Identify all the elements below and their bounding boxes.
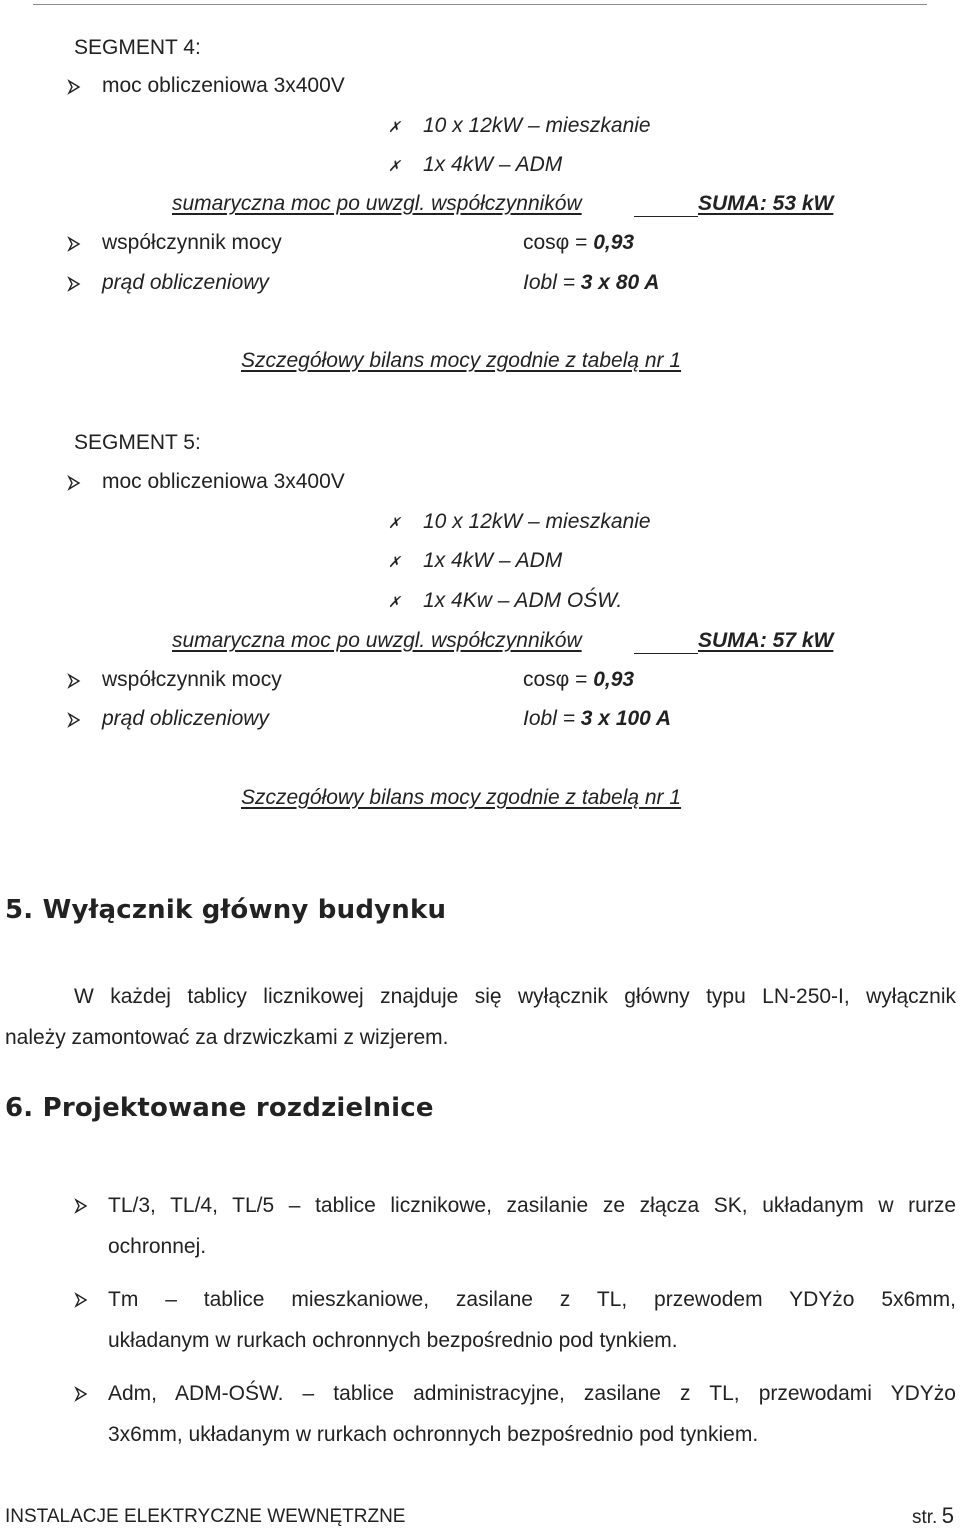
sum-underline <box>634 653 698 654</box>
pf-value: 0,93 <box>593 668 635 691</box>
arrowhead-bullet-icon <box>67 475 81 491</box>
current-expression <box>523 707 671 731</box>
pf-label: współczynnik mocy <box>102 668 282 691</box>
pf-value: 0,93 <box>593 231 635 254</box>
pf-expression <box>523 668 634 692</box>
current-prefix: Iobl = <box>523 271 581 294</box>
sum-value: SUMA: 57 kW <box>698 629 834 652</box>
page-number-value: 5 <box>941 1503 955 1528</box>
arrowhead-bullet-icon <box>67 673 81 689</box>
pf-label: współczynnik mocy <box>102 231 282 254</box>
arrowhead-bullet-icon <box>74 1292 88 1308</box>
load-item: 1x 4kW – ADM <box>423 153 563 176</box>
cross-mark-icon: ✗ <box>388 594 401 611</box>
sum-label: sumaryczna moc po uwzgl. współczynników <box>172 629 582 652</box>
current-prefix: Iobl = <box>523 707 581 730</box>
current-value: 3 x 100 A <box>580 707 672 730</box>
footer-title: INSTALACJE ELEKTRYCZNE WEWNĘTRZNE <box>5 1506 406 1527</box>
segment-title: SEGMENT 4: <box>74 36 201 59</box>
current-value: 3 x 80 A <box>580 271 660 294</box>
arrowhead-bullet-icon <box>67 712 81 728</box>
list-item-line-2: 3x6mm, układanym w rurkach ochronnych bezpośrednio pod tynkiem. <box>108 1423 759 1446</box>
balance-note: Szczegółowy bilans mocy zgodnie z tabelą nr 1 <box>241 786 682 809</box>
power-label: moc obliczeniowa 3x400V <box>102 74 345 97</box>
list-item-line-2: ochronnej. <box>108 1235 207 1258</box>
arrowhead-bullet-icon <box>67 236 81 252</box>
section-5-paragraph-line-2: należy zamontować za drzwiczkami z wizjerem. <box>5 1026 449 1049</box>
segment-title: SEGMENT 5: <box>74 431 201 454</box>
cross-mark-icon: ✗ <box>388 158 401 175</box>
top-rule <box>33 4 927 5</box>
load-item: 10 x 12kW – mieszkanie <box>423 114 651 137</box>
sum-label: sumaryczna moc po uwzgl. współczynników <box>172 192 582 215</box>
pf-prefix: cosφ = <box>523 231 594 254</box>
load-item: 1x 4kW – ADM <box>423 549 563 572</box>
cross-mark-icon: ✗ <box>388 554 401 571</box>
arrowhead-bullet-icon <box>74 1386 88 1402</box>
section-6-heading: 6. Projektowane rozdzielnice <box>5 1093 434 1123</box>
pf-prefix: cosφ = <box>523 668 594 691</box>
load-item: 1x 4Kw – ADM OŚW. <box>423 589 623 612</box>
arrowhead-bullet-icon <box>74 1198 88 1214</box>
sum-value: SUMA: 53 kW <box>698 192 834 215</box>
pf-expression <box>523 231 634 255</box>
current-label: prąd obliczeniowy <box>102 707 269 730</box>
page-number <box>912 1504 954 1531</box>
arrowhead-bullet-icon <box>67 276 81 292</box>
list-item-line-2: układanym w rurkach ochronnych bezpośrednio pod tynkiem. <box>108 1329 678 1352</box>
list-item-line-1: TL/3, TL/4, TL/5 – tablice licznikowe, zasilanie ze złącza SK, układanym w rurze <box>108 1194 956 1217</box>
section-5-heading: 5. Wyłącznik główny budynku <box>5 895 447 925</box>
cross-mark-icon: ✗ <box>388 515 401 532</box>
list-item-line-1: Adm, ADM-OŚW. – tablice administracyjne, zasilane z TL, przewodami YDYżo <box>108 1382 956 1405</box>
page-prefix: str. <box>912 1507 938 1528</box>
arrowhead-bullet-icon <box>67 79 81 95</box>
section-5-paragraph-line-1: W każdej tablicy licznikowej znajduje się wyłącznik główny typu LN-250-I, wyłącznik <box>74 985 956 1008</box>
power-label: moc obliczeniowa 3x400V <box>102 470 345 493</box>
load-item: 10 x 12kW – mieszkanie <box>423 510 651 533</box>
sum-underline <box>634 216 698 217</box>
current-expression <box>523 271 659 295</box>
current-label: prąd obliczeniowy <box>102 271 269 294</box>
list-item-line-1: Tm – tablice mieszkaniowe, zasilane z TL, przewodem YDYżo 5x6mm, <box>108 1288 956 1311</box>
balance-note: Szczegółowy bilans mocy zgodnie z tabelą nr 1 <box>241 349 682 372</box>
cross-mark-icon: ✗ <box>388 119 401 136</box>
